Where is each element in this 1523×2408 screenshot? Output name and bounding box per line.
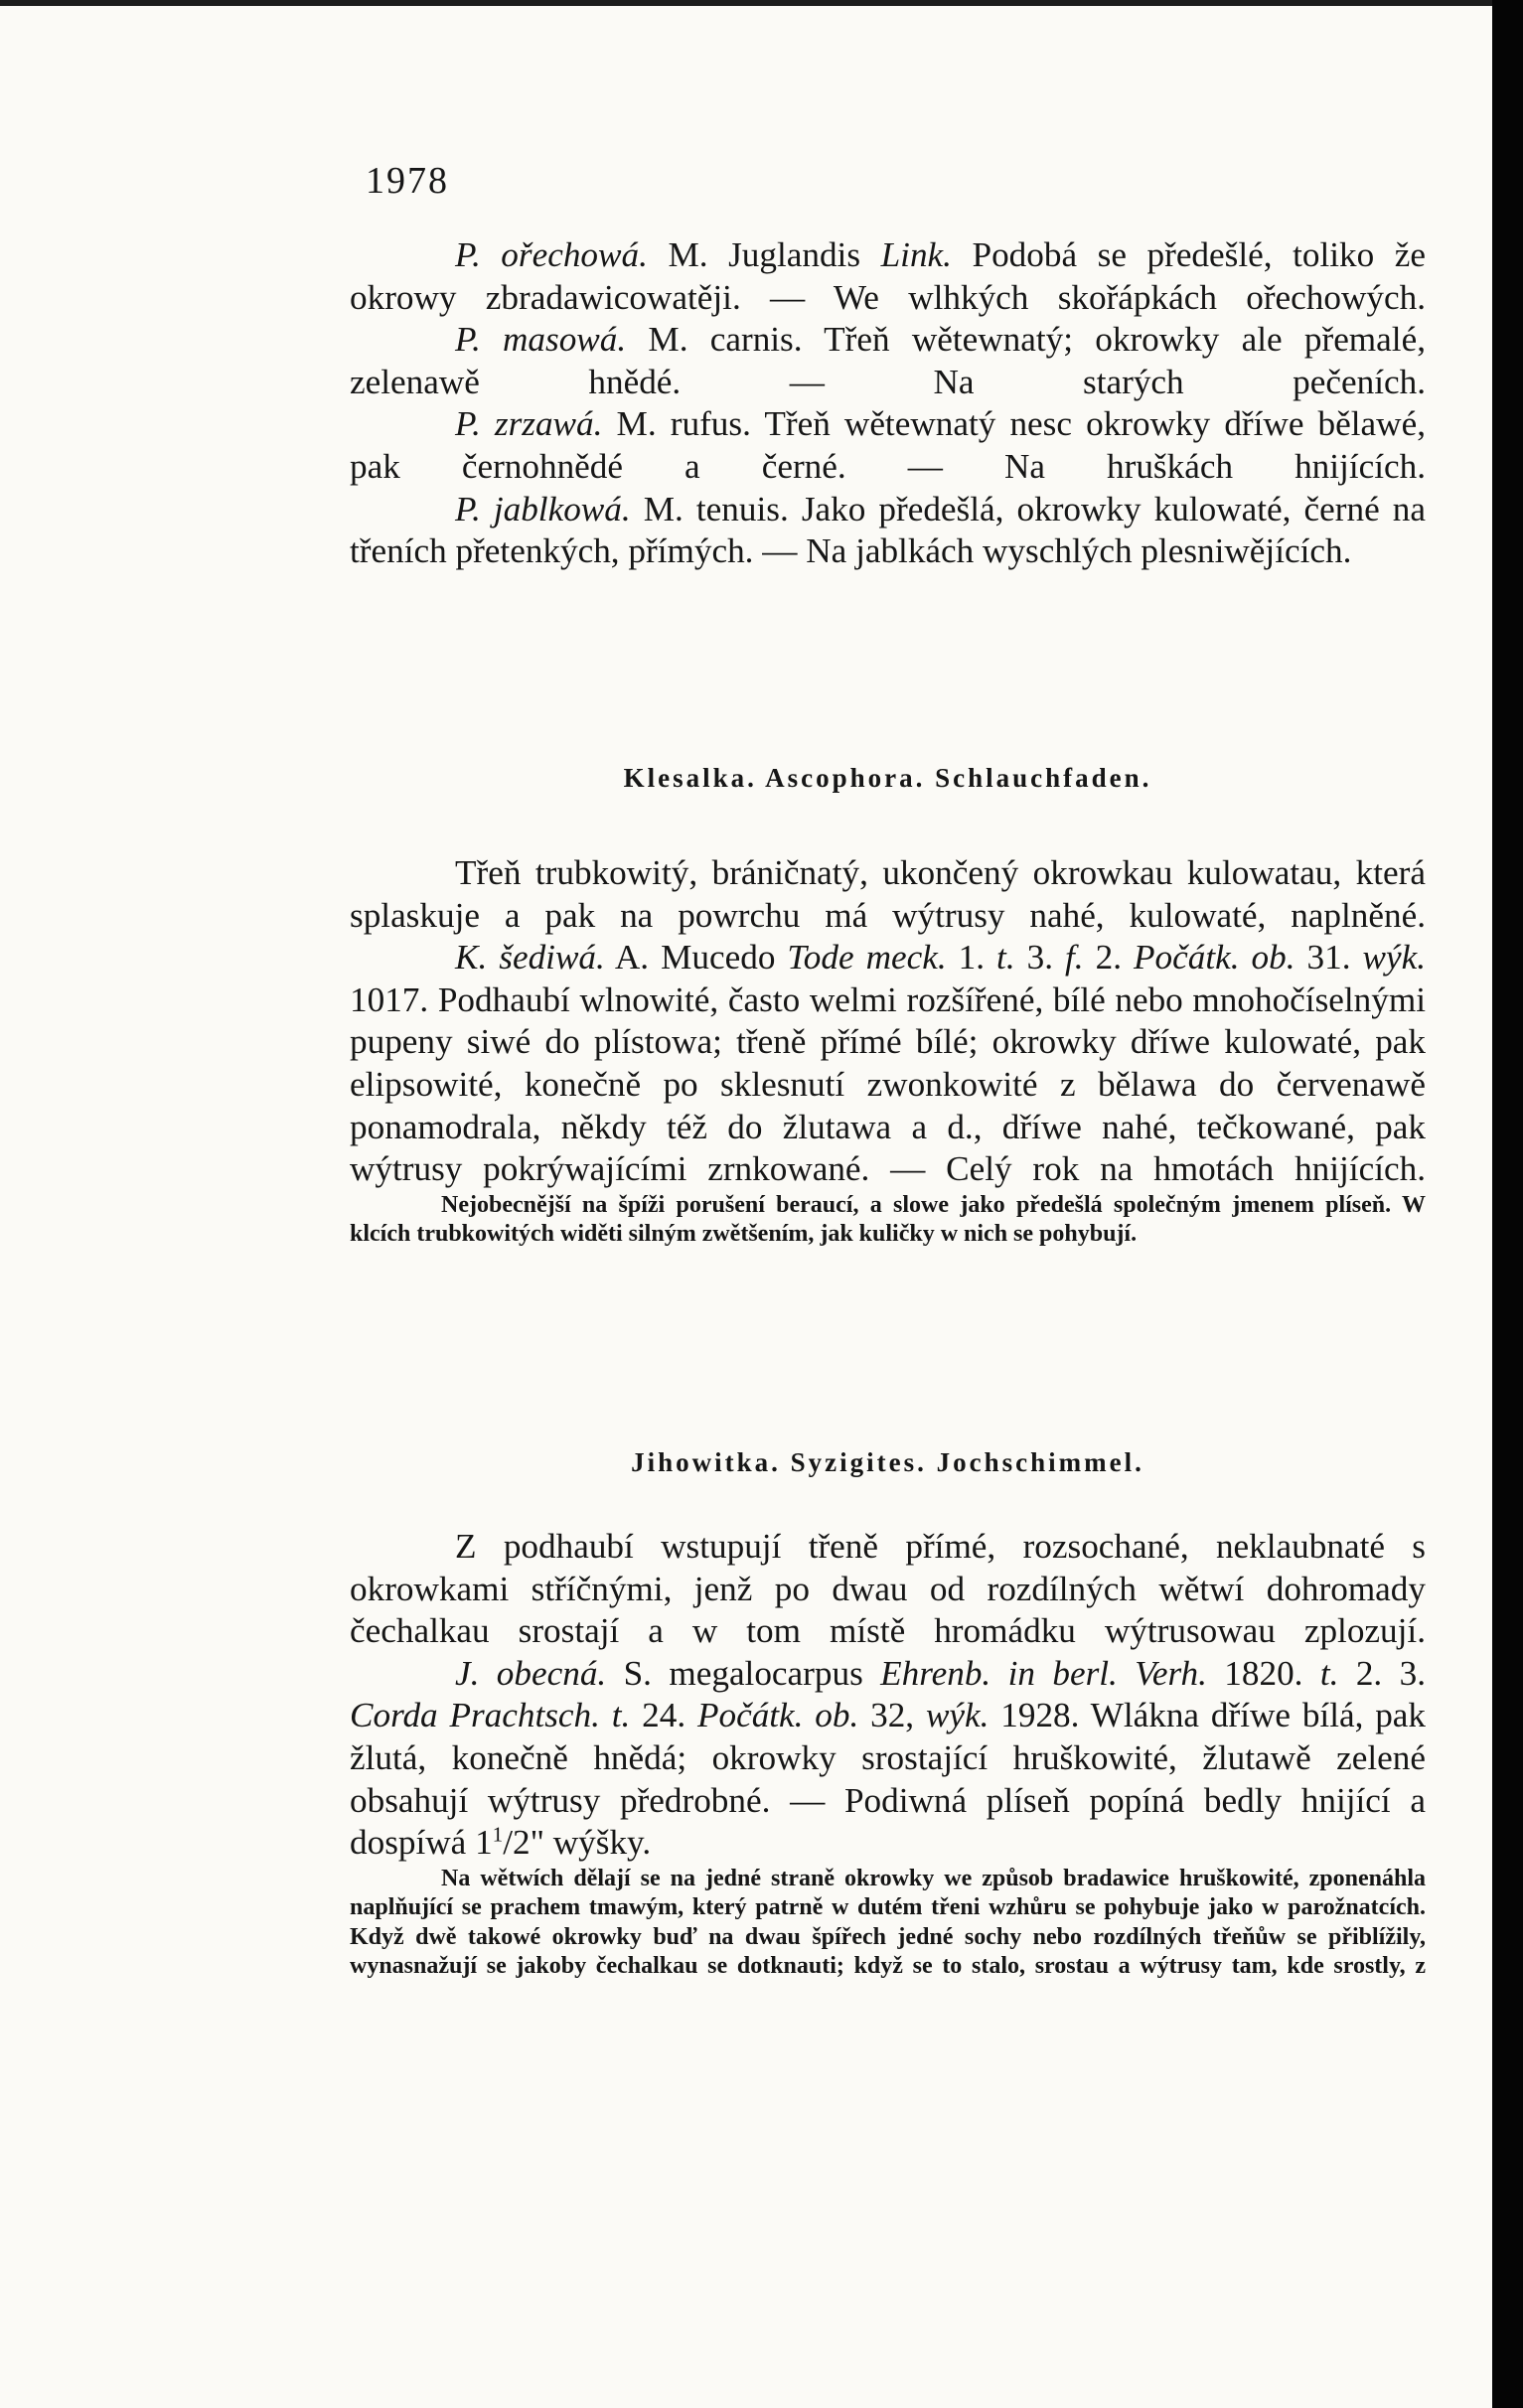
section-heading: Jihowitka. Syzigites. Jochschimmel. <box>631 1447 1144 1477</box>
species-list-1 <box>350 234 1426 573</box>
paragraph-sediwa: K. šediwá. A. Mucedo Tode meck. 1. t. 3. f. 2. Počátk. ob. 31. wýk. 1017. Podhaubí wlnowité, často welmi rozšířené, bílé nebo mnohočíselnými pupeny siwé do plístowa; třeně přímé bílé; okrowky dříwe kulowaté, pak elipsowité, konečně po sklesnutí zwonkowité z bělawa do červenawě ponamodrala, někdy též do žlutawa a d., dříwe nahé, tečkowané, pak wýtrusy pokrýwajícími zrnkowané. — Celý rok na hmotách hnijících. <box>350 938 1427 1189</box>
footnote: Na wětwích dělají se na jedné straně okrowky we způsob bradawice hruškowité, zponenáhla naplňující se prachem tmawým, který patrně w dutém třeni wzhůru se pohybuje jako w parožnatcích. Když dwě takowé okrowky buď na dwau špířech jedné sochy nebo rozdílných třeňůw se přiblížily, wynasnažují se jakoby čechalkau se dotknauti; když se to stalo, srostau a wýtrusy tam, kde srostly, z <box>350 1865 1426 1980</box>
paragraph-zrzawa: P. zrzawá. M. rufus. Třeň wětewnatý nesc okrowky dříwe bělawé, pak černohnědé a černé. — Na hruškách hnijících. <box>350 404 1426 486</box>
paragraph-masowa: P. masowá. M. carnis. Třeň wětewnatý; okrowky ale přemalé, zelenawě hnědé. — Na starých pečeních. <box>350 320 1426 401</box>
section-intro: Z podhaubí wstupují třeně přímé, rozsochané, neklaubnaté s okrowkami stříčnými, jenž po dwau od rozdílných wětwí dohromady čechalkau srostají a w tom místě hromádku wýtrusowau zplozují. <box>350 1527 1426 1651</box>
scan-right-border <box>1492 0 1523 2408</box>
page-number: 1978 <box>366 160 449 202</box>
section-klesalka <box>350 757 1426 1250</box>
section-heading: Klesalka. Ascophora. Schlauchfaden. <box>623 763 1152 793</box>
section-intro: Třeň trubkowitý, bráničnatý, ukončený okrowkau kulowatau, která splaskuje a pak na powrchu má wýtrusy nahé, kulowaté, naplněné. <box>350 853 1426 935</box>
paragraph-jablkowa: P. jablkowá. M. tenuis. Jako předešlá, okrowky kulowaté, černé na třeních přetenkých, přímých. — Na jablkách wyschlých plesniwějících. <box>350 489 1426 571</box>
footnote: Nejobecnější na špíži porušení beraucí, a slowe jako předešlá společným jmenem plíseň. W klcích trubkowitých widěti silným zwětšením, jak kuličky w nich se pohybují. <box>350 1191 1426 1248</box>
section-jihowitka <box>350 1441 1426 1982</box>
scan-top-edge <box>0 0 1492 6</box>
paragraph-orechowa: P. ořechowá. M. Juglandis Link. Podobá se předešlé, toliko že okrowy zbradawicowatěji. — We wlhkých skořápkách ořechowých. <box>350 235 1426 317</box>
paragraph-obecna: J. obecná. S. megalocarpus Ehrenb. in berl. Verh. 1820. t. 2. 3. Corda Prachtsch. t. 24. Počátk. ob. 32, wýk. 1928. Wlákna dříwe bílá, pak žlutá, konečně hnědá; okrowky srostající hruškowité, žlutawě zelené obsahují wýtrusy předrobné. — Podiwná plíseň popíná bedly hnijící a dospíwá $1^1/2$" wýšky. <box>350 1653 1427 1863</box>
